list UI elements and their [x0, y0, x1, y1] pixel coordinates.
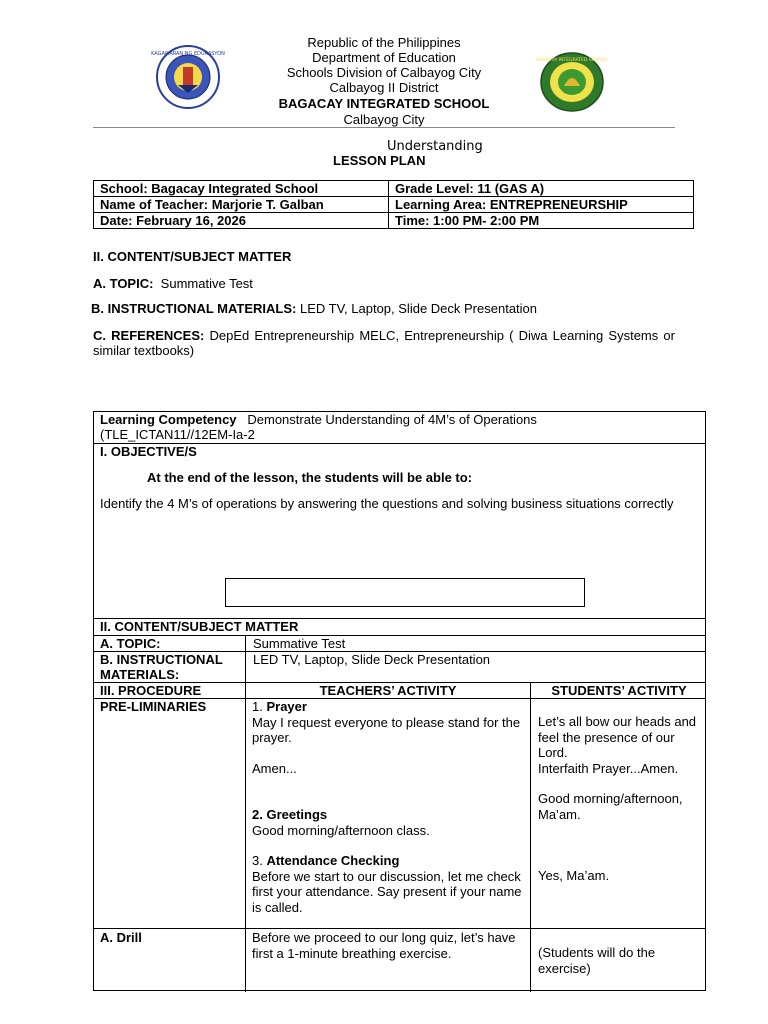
teacher-prelim-cell	[252, 699, 526, 915]
amen-text: Amen...	[252, 760, 297, 776]
greetings-text: Good morning/afternoon class.	[252, 822, 430, 838]
content-materials-label: B. INSTRUCTIONAL MATERIALS:	[91, 301, 297, 316]
competency-value: Demonstrate Understanding of 4M’s of Operations	[247, 412, 537, 427]
header-school-name: BAGACAY INTEGRATED SCHOOL	[278, 96, 490, 111]
student-prayer: Let’s all bow our heads and feel the presence of our Lord.	[538, 714, 697, 760]
drill-label: A. Drill	[100, 930, 142, 945]
students-activity-header: STUDENTS’ ACTIVITY	[551, 683, 687, 698]
deped-seal-text: KAGAWARAN NG EDUKASYON	[151, 51, 225, 57]
info-time: Time: 1:00 PM- 2:00 PM	[389, 213, 694, 229]
info-table	[93, 180, 694, 229]
info-area: Learning Area: ENTREPRENEURSHIP	[389, 197, 694, 213]
main-topic-value: Summative Test	[253, 636, 346, 651]
content-references	[93, 328, 675, 358]
header-district: Calbayog II District	[329, 80, 439, 95]
procedure-label: III. PROCEDURE	[100, 683, 202, 698]
greetings-title: 2. Greetings	[252, 807, 328, 822]
content-materials-value: LED TV, Laptop, Slide Deck Presentation	[299, 301, 538, 316]
content-heading: II. CONTENT/SUBJECT MATTER	[93, 249, 292, 264]
content-materials	[91, 301, 537, 316]
header-city: Calbayog City	[343, 112, 425, 127]
main-materials-label: B. INSTRUCTIONAL MATERIALS:	[100, 652, 223, 682]
content-references-label: C. REFERENCES:	[93, 328, 205, 343]
header-division: Schools Division of Calbayog City	[286, 65, 482, 80]
header-divider	[93, 127, 675, 128]
prayer-num: 1.	[252, 699, 263, 714]
info-grade: Grade Level: 11 (GAS A)	[389, 181, 694, 197]
prelim-label: PRE-LIMINARIES	[100, 699, 207, 714]
objectives-heading: I. OBJECTIVE/S	[100, 444, 197, 459]
header-republic: Republic of the Philippines	[307, 35, 461, 50]
info-school: School: Bagacay Integrated School	[94, 181, 389, 197]
main-content-heading: II. CONTENT/SUBJECT MATTER	[100, 619, 299, 634]
student-drill: (Students will do the exercise)	[538, 945, 656, 976]
attendance-num: 3.	[252, 853, 263, 868]
doc-subtitle: Understanding	[387, 139, 483, 154]
student-interfaith: Interfaith Prayer...Amen.	[538, 760, 679, 776]
info-date: Date: February 16, 2026	[94, 213, 389, 229]
objectives-intro: At the end of the lesson, the students will be able to:	[147, 470, 473, 485]
attendance-text: Before we start to our discussion, let me check first your attendance. Say present if your name is called.	[252, 868, 522, 915]
student-greeting: Good morning/afternoon, Ma’am.	[538, 791, 683, 822]
student-attendance: Yes, Ma’am.	[538, 868, 610, 883]
info-teacher: Name of Teacher: Marjorie T. Galban	[94, 197, 389, 213]
prayer-title: Prayer	[266, 699, 307, 714]
student-prelim-cell	[538, 714, 704, 884]
competency-code: (TLE_ICTAN11//12EM-Ia-2	[100, 427, 255, 442]
competency-row	[100, 412, 700, 442]
content-topic	[93, 276, 253, 291]
objective-text: Identify the 4 M’s of operations by answering the questions and solving business situations correctly	[100, 496, 674, 511]
competency-label: Learning Competency	[100, 412, 237, 427]
attendance-title: Attendance Checking	[266, 853, 400, 868]
prayer-text: May I request everyone to please stand for the prayer.	[252, 714, 521, 745]
lesson-table	[93, 411, 706, 991]
content-topic-label: A. TOPIC:	[93, 276, 154, 291]
school-seal-text: BAGACAY INTEGRATED SCHOOL	[536, 58, 608, 63]
main-topic-label: A. TOPIC:	[100, 636, 161, 651]
header-department: Department of Education	[312, 50, 456, 65]
content-references-value: DepEd Entrepreneurship MELC, Entrepreneurship ( Diwa Learning Systems or similar textbooks)	[93, 328, 675, 358]
teachers-activity-header: TEACHERS’ ACTIVITY	[319, 683, 457, 698]
content-topic-value: Summative Test	[160, 276, 253, 291]
drill-text: Before we proceed to our long quiz, let’s have first a 1-minute breathing exercise.	[252, 930, 516, 961]
doc-title: LESSON PLAN	[333, 153, 426, 168]
main-materials-value: LED TV, Laptop, Slide Deck Presentation	[253, 652, 491, 667]
blank-box	[225, 578, 585, 607]
